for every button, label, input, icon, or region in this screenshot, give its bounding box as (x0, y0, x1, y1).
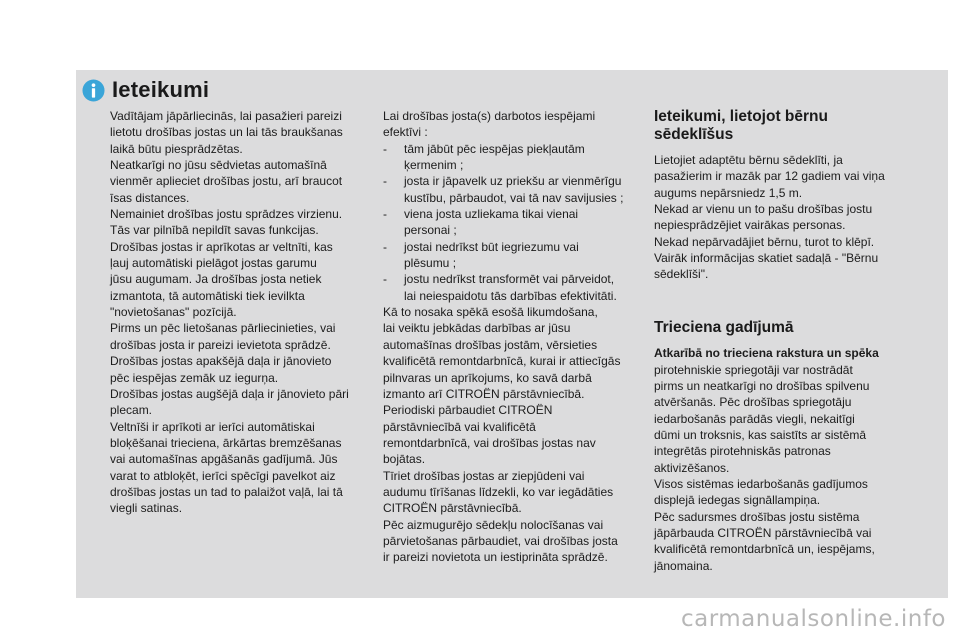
column-general-advice (110, 108, 358, 517)
child-seat-advice-text: Lietojiet adaptētu bērnu sēdeklīti, ja pasažierim ir mazāk par 12 gadiem vai viņa augums nepārsniedz 1,5 m. Nekad ar vienu un to pašu drošības jostu nepiesprādzējiet vairākas personas. Nekad nepārvadājiet bērnu, turot to klēpī. Vairāk informācijas skatiet sadaļā - "Bērnu sēdeklīši". (654, 153, 885, 282)
list-item: - josta ir jāpavelk uz priekšu ar vienmērīgu kustību, pārbaudot, vai tā nav savijusies ; (383, 174, 624, 205)
list-item: - viena josta uzliekama tikai vienai personai ; (383, 207, 579, 238)
impact-lead: Atkarībā no trieciena rakstura un spēka (654, 346, 879, 361)
maintenance-text: Kā to nosaka spēkā esošā likumdošana, lai veiktu jebkādas darbības ar jūsu automašīnas drošības jostām, vērsieties kvalificētā remontdarbnīcā, kurai ir attiecīgās pilnvaras un aprīkojums, ko savā darbā izmanto arī CITROËN pārstāvniecībā. Periodiski pārbaudiet CITROËN pārstāvniecībā vai kvalificētā remontdarbnīcā, vai drošības jostas nav bojātas. Tīriet drošības jostas ar ziepjūdeni vai audumu tīrīšanas līdzekli, ko var iegādāties CITROËN pārstāvniecībā. Pēc aizmugurējo sēdekļu nolocīšanas vai pārvietošanas pārbaudiet, vai drošības josta ir pareizi novietota un iestiprināta sprādzē. (383, 305, 621, 565)
efficiency-intro: Lai drošības josta(s) darbotos iespējami efektīvi : (383, 109, 596, 140)
efficiency-list (383, 141, 633, 304)
section-spacer (654, 283, 894, 319)
column-child-and-impact (654, 108, 894, 574)
column-seatbelt-efficiency (383, 108, 633, 566)
impact-text: Atkarībā no trieciena rakstura un spēka pirotehniskie spriegotāji var nostrādāt pirms un neatkarīgi no drošības spilvenu atvēršanās. Pēc drošības spriegotāju iedarbošanās parādās viegli, nekaitīgi dūmi un troksnis, kas saistīts ar sistēmā integrētās pirotehniskās patronas aktivizēšanos. Visos sistēmas iedarbošanās gadījumos displejā iedegas signāllampiņa. Pēc sadursmes drošības jostu sistēma jāpārbauda CITROËN pārstāvniecībā vai kvalificētā remontdarbnīcā un, iespējams, jānomaina. (654, 346, 879, 573)
list-item: - jostu nedrīkst transformēt vai pārveidot, lai neiespaidotu tās darbības efektivitāti. (383, 272, 617, 303)
list-item: - tām jābūt pēc iespējas piekļautām ķermenim ; (383, 141, 585, 173)
list-item: - jostai nedrīkst būt iegriezumu vai plēsumu ; (383, 239, 579, 271)
child-seat-advice-heading: Ieteikumi, lietojot bērnu sēdeklīšus (654, 108, 828, 143)
page-title: Ieteikumi (112, 77, 210, 102)
general-advice-text: Vadītājam jāpārliecinās, lai pasažieri pareizi lietotu drošības jostas un lai tās braukšanas laikā būtu piesprādzētas. Neatkarīgi no jūsu sēdvietas automašīnā vienmēr aplieciet drošības jostu, arī braucot īsas distances. Nemainiet drošības jostu sprādzes virzienu. Tās var pilnībā nepildīt savas funkcijas. Drošības jostas ir aprīkotas ar veltnīti, kas ļauj automātiski pielāgot jostas garumu jūsu augumam. Ja drošības josta netiek izmantota, tā automātiski tiek ievilkta "novietošanas" pozīcijā. Pirms un pēc lietošanas pārliecinieties, vai drošības josta ir pareizi ievietota sprādzē. Drošības jostas apakšējā daļa ir jānovieto pēc iespējas zemāk uz iegurņa. Drošības jostas augšējā daļa ir jānovieto pāri plecam. Veltnīši ir aprīkoti ar ierīci automātiskai bloķēšanai trieciena, ārkārtas bremzēšanas vai automašīnas apgāšanās gadījumā. Jūs varat to atbloķēt, ierīci spēcīgi pavelkot aiz drošības jostas un tad to palaižot vaļā, lai tā viegli satinas. (110, 109, 349, 516)
impact-heading: Trieciena gadījumā (654, 318, 794, 336)
watermark: carmanualsonline.info (680, 606, 946, 632)
info-icon (82, 79, 105, 102)
